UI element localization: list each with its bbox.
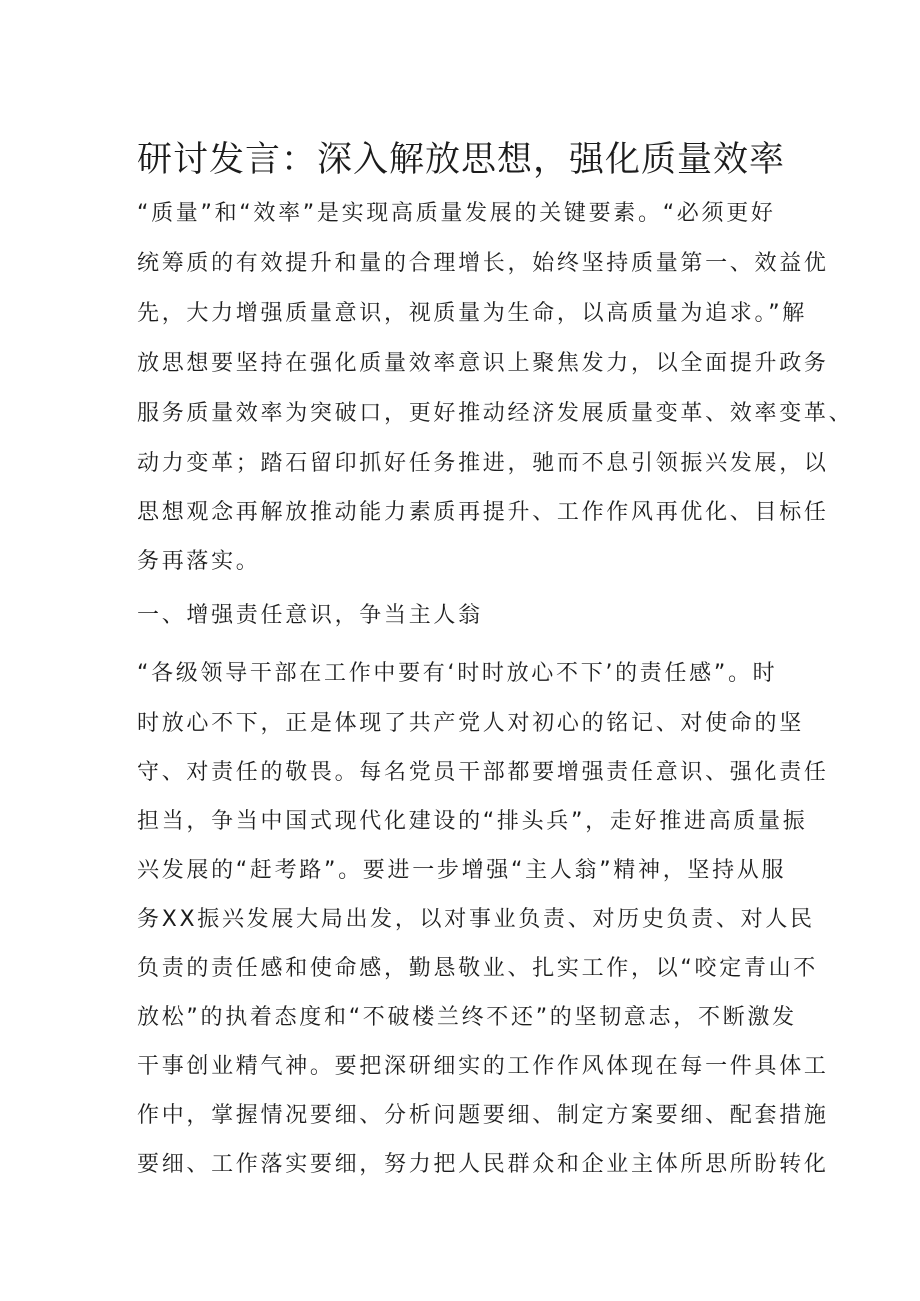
- paragraph-2-line: 担当，争当中国式现代化建设的“排头兵”，走好推进高质量振: [137, 809, 808, 834]
- document-title: 研讨发言：深入解放思想，强化质量效率: [137, 140, 786, 180]
- paragraph-2-line: 守、对责任的敬畏。每名党员干部都要增强责任意识、强化责任: [137, 760, 829, 785]
- paragraph-1-line: 动力变革；踏石留印抓好任务推进，驰而不息引领振兴发展，以: [137, 451, 829, 476]
- paragraph-1-line: 务再落实。: [137, 549, 261, 574]
- paragraph-2-line: 时放心不下，正是体现了共产党人对初心的铭记、对使命的坚: [137, 711, 804, 736]
- paragraph-2-line: 干事创业精气神。要把深研细实的工作作风体现在每一件具体工: [137, 1054, 829, 1079]
- paragraph-2-line: 要细、工作落实要细，努力把人民群众和企业主体所思所盼转化: [137, 1152, 829, 1177]
- paragraph-2-line: 兴发展的“赶考路”。要进一步增强“主人翁”精神，坚持从服: [137, 858, 787, 883]
- paragraph-2-line: 负责的责任感和使命感，勤恳敬业、扎实工作，以“咬定青山不: [137, 956, 818, 981]
- paragraph-2-line: “各级领导干部在工作中要有‘时时放心不下’的责任感”。时: [137, 661, 778, 686]
- paragraph-2-line: 放松”的执着态度和“不破楼兰终不还”的坚韧意志，不断激发: [137, 1005, 797, 1030]
- paragraph-1-line: 统筹质的有效提升和量的合理增长，始终坚持质量第一、效益优: [137, 251, 829, 276]
- paragraph-1-line: 先，大力增强质量意识，视质量为生命，以高质量为追求。”解: [137, 301, 807, 326]
- paragraph-2-line: 务XX振兴发展大局出发，以对事业负责、对历史负责、对人民: [137, 907, 815, 932]
- paragraph-1-line: 服务质量效率为突破口，更好推动经济发展质量变革、效率变革、: [137, 401, 854, 426]
- paragraph-1-line: 思想观念再解放推动能力素质再提升、工作作风再优化、目标任: [137, 500, 829, 525]
- paragraph-1-line: 放思想要坚持在强化质量效率意识上聚焦发力，以全面提升政务: [137, 351, 829, 376]
- paragraph-1-line: “质量”和“效率”是实现高质量发展的关键要素。“必须更好: [137, 201, 776, 226]
- paragraph-2-line: 作中，掌握情况要细、分析问题要细、制定方案要细、配套措施: [137, 1103, 829, 1128]
- section-1-heading: 一、增强责任意识，争当主人翁: [137, 603, 483, 628]
